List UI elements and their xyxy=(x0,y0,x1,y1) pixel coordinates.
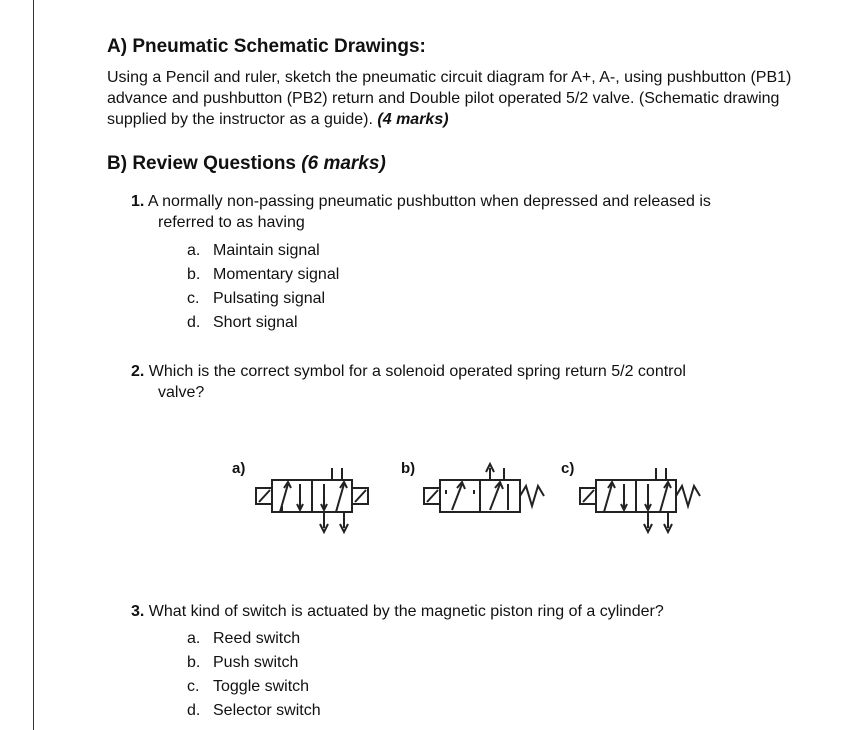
question-2-number: 2. xyxy=(131,363,145,380)
section-a-body xyxy=(107,67,807,130)
option-letter: b. xyxy=(187,654,201,671)
valve-symbol-a xyxy=(256,468,368,532)
valve-symbols-svg xyxy=(228,450,708,556)
question-1-options xyxy=(187,239,339,335)
option-text: Reed switch xyxy=(213,630,301,647)
option-item[interactable] xyxy=(187,311,339,335)
option-letter: c. xyxy=(187,678,200,695)
option-item[interactable] xyxy=(187,699,321,723)
option-item[interactable] xyxy=(187,651,321,675)
section-b-marks: (6 marks) xyxy=(301,153,386,174)
option-letter: a. xyxy=(187,630,201,647)
section-a-marks: (4 marks) xyxy=(377,111,449,128)
option-text: Maintain signal xyxy=(213,242,320,259)
figure-label-a: a) xyxy=(232,460,246,477)
figure-label-c: c) xyxy=(561,460,575,477)
section-a-title: A) Pneumatic Schematic Drawings: xyxy=(107,36,426,57)
question-1 xyxy=(131,191,711,212)
figure-label-b: b) xyxy=(401,460,416,477)
option-letter: d. xyxy=(187,314,201,331)
question-1-line2: referred to as having xyxy=(158,214,305,231)
option-text: Toggle switch xyxy=(213,678,310,695)
option-text: Push switch xyxy=(213,654,299,671)
option-item[interactable] xyxy=(187,263,339,287)
option-item[interactable] xyxy=(187,239,339,263)
question-1-line1: A normally non-passing pneumatic pushbutton when depressed and released is xyxy=(147,193,711,210)
question-2 xyxy=(131,361,686,382)
question-3-number: 3. xyxy=(131,603,145,620)
question-3 xyxy=(131,601,664,622)
section-b-title xyxy=(107,153,386,175)
valve-symbol-b xyxy=(424,464,544,512)
section-a-text: Using a Pencil and ruler, sketch the pneumatic circuit diagram for A+, A-, using pushbutton (PB1) advance and pushbutton (PB2) return and Double pilot operated 5/2 valve. (Schematic drawing supplied by the instructor as a guide). xyxy=(107,69,792,128)
question-3-options xyxy=(187,627,321,723)
option-letter: c. xyxy=(187,290,200,307)
question-1-number: 1. xyxy=(131,193,145,210)
option-text: Short signal xyxy=(213,314,298,331)
option-letter: b. xyxy=(187,266,201,283)
option-text: Pulsating signal xyxy=(213,290,326,307)
question-2-line1: Which is the correct symbol for a solenoid operated spring return 5/2 control xyxy=(148,363,686,380)
option-letter: a. xyxy=(187,242,201,259)
page-margin-line xyxy=(33,0,34,730)
option-text: Momentary signal xyxy=(213,266,340,283)
option-item[interactable] xyxy=(187,287,339,311)
option-letter: d. xyxy=(187,702,201,719)
valve-symbol-c xyxy=(580,468,700,532)
option-item[interactable] xyxy=(187,675,321,699)
option-item[interactable] xyxy=(187,627,321,651)
question-2-line2: valve? xyxy=(158,384,205,401)
question-3-text: What kind of switch is actuated by the magnetic piston ring of a cylinder? xyxy=(148,603,664,620)
valve-symbols-figure xyxy=(228,450,708,556)
section-b-title-text: B) Review Questions xyxy=(107,153,296,174)
option-text: Selector switch xyxy=(213,702,321,719)
